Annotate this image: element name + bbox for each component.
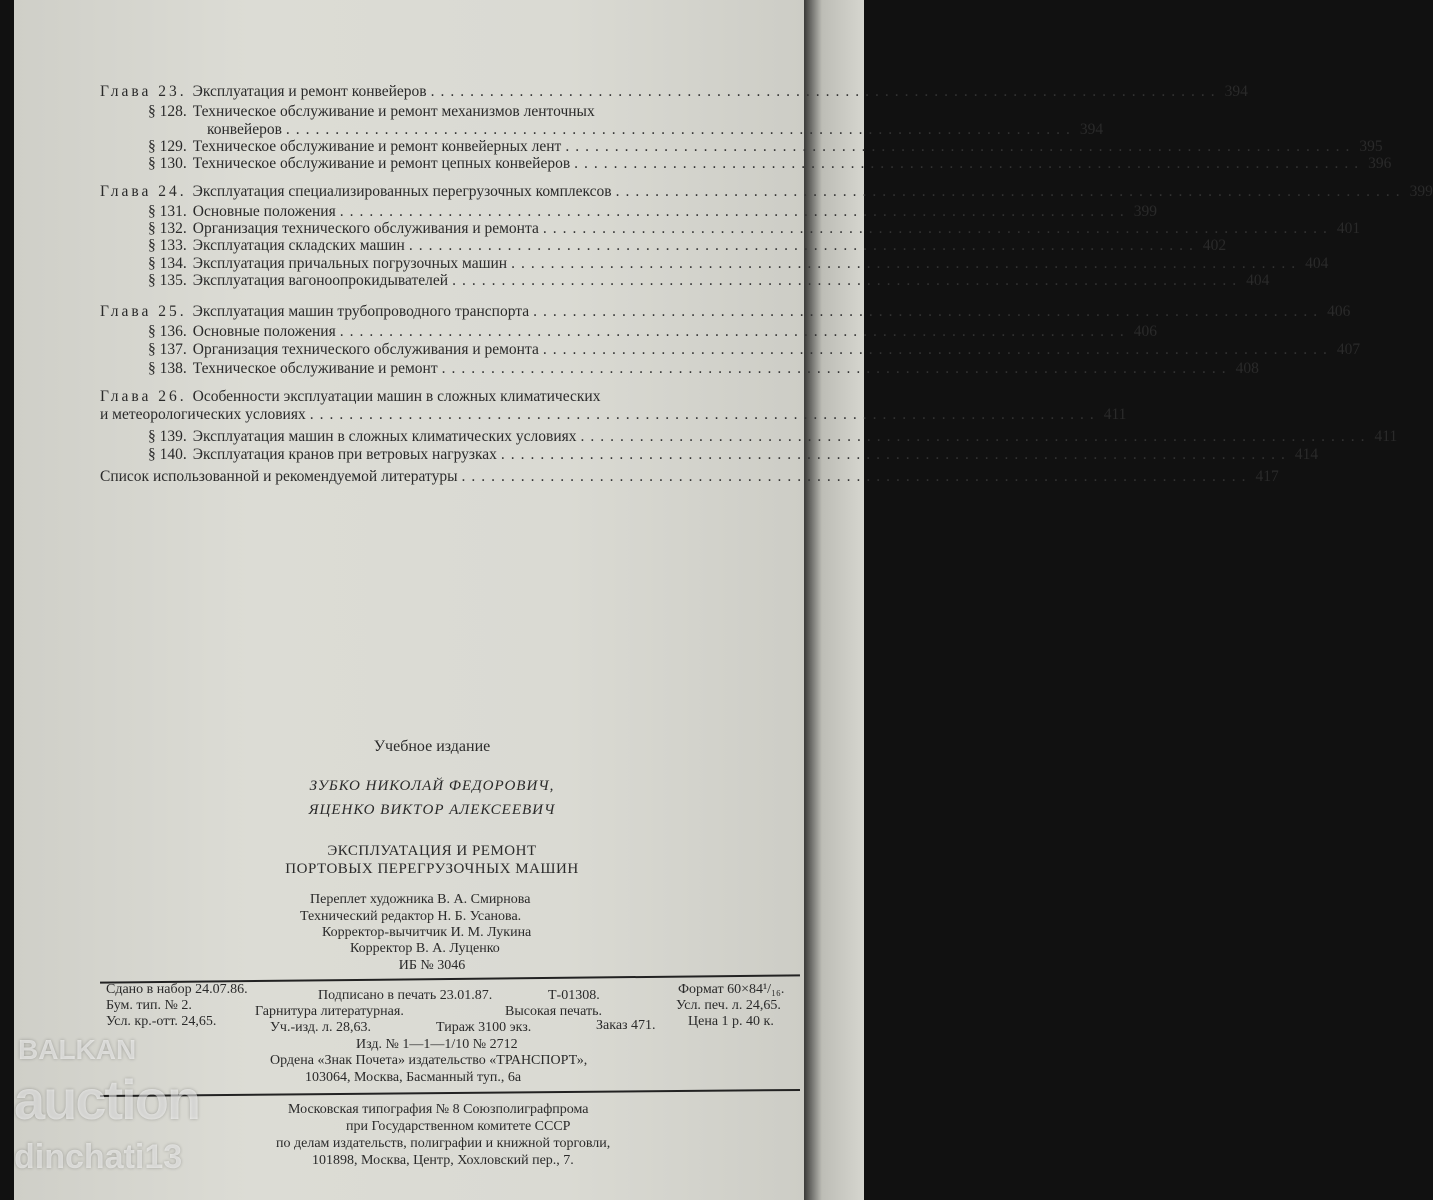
toc-entry-page: 407: [1336, 341, 1361, 358]
toc-entry-label: § 128.: [148, 103, 187, 120]
toc-entry-title: Основные положения: [192, 203, 336, 220]
imprint-signed: Подписано в печать 23.01.87.: [318, 988, 493, 1003]
toc-entry-label: § 134.: [148, 255, 187, 272]
toc-entry-label: § 140.: [148, 446, 187, 463]
toc-entry-label: Глава 26.: [100, 388, 187, 405]
book-title-line-1: ЭКСПЛУАТАЦИЯ И РЕМОНТ: [327, 843, 537, 859]
printer-line-1: Московская типография № 8 Союзполиграфпрома: [288, 1102, 589, 1117]
toc-entry-label: § 132.: [148, 220, 187, 237]
toc-entry-label: § 131.: [148, 203, 187, 220]
toc-entry-title: Организация технического обслуживания и ремонта: [192, 220, 539, 237]
toc-entry-page: 402: [1202, 237, 1227, 254]
toc-entry-title: Эксплуатация причальных погрузочных машин: [192, 255, 508, 272]
imprint-format: Формат 60×84¹/₁₆.: [678, 982, 785, 997]
dot-leader: ................................................................................: [580, 428, 1371, 445]
toc-entry: [148, 103, 790, 121]
toc-entry: [207, 121, 1104, 139]
toc-entry-title: Эксплуатация машин в сложных климатических условиях: [192, 428, 577, 445]
toc-entry-title: Техническое обслуживание и ремонт: [192, 360, 438, 377]
toc-entry-label: § 139.: [148, 428, 187, 445]
toc-entry-title: Организация технического обслуживания и ремонта: [192, 341, 539, 358]
dot-leader: ................................................................................: [441, 360, 1232, 377]
toc-entry: [148, 341, 1361, 359]
toc-entry-title: Особенности эксплуатации машин в сложных климатических: [192, 388, 601, 405]
dot-leader: ................................................................................: [615, 183, 1406, 200]
toc-entry: [100, 303, 1351, 321]
imprint-printing: Высокая печать.: [505, 1004, 602, 1019]
imprint-usl-kr: Усл. кр.-отт. 24,65.: [106, 1014, 217, 1029]
imprint-publisher-address: 103064, Москва, Басманный туп., 6а: [305, 1070, 522, 1085]
toc-entry: [148, 428, 1398, 446]
toc-entry-label: § 138.: [148, 360, 187, 377]
credit-proofreader-1: Корректор-вычитчик И. М. Лукина: [322, 925, 532, 940]
toc-entry-title: Эксплуатация машин трубопроводного транспорта: [192, 303, 530, 320]
toc-entry: [148, 323, 1157, 341]
toc-entry-title: Список использованной и рекомендуемой литературы: [100, 468, 458, 485]
imprint-t-code: Т-01308.: [548, 988, 600, 1003]
imprint-typeface: Гарнитура литературная.: [255, 1004, 404, 1019]
toc-entry: [148, 138, 1383, 156]
toc-entry: [100, 468, 1279, 486]
toc-entry-page: 406: [1327, 303, 1351, 320]
toc-entry-page: 399: [1133, 203, 1157, 220]
toc-entry-page: 411: [1103, 406, 1127, 423]
dot-leader: ................................................................................: [285, 121, 1076, 138]
dot-leader: ................................................................................: [500, 446, 1291, 463]
toc-entry-page: 414: [1294, 446, 1319, 463]
toc-entry-label: § 129.: [148, 138, 187, 155]
toc-entry: [148, 360, 1259, 378]
toc-entry-page: 406: [1133, 323, 1157, 340]
dot-leader: ................................................................................: [511, 255, 1302, 272]
dot-leader: ................................................................................: [309, 406, 1100, 423]
book-title-line-2: ПОРТОВЫХ ПЕРЕГРУЗОЧНЫХ МАШИН: [285, 861, 579, 877]
toc-entry-page: 408: [1235, 360, 1259, 377]
toc-entry-title: Эксплуатация специализированных перегрузочных комплексов: [192, 183, 612, 200]
toc-entry-page: 411: [1374, 428, 1398, 445]
dot-leader: ................................................................................: [452, 272, 1243, 289]
toc-entry-page: 401: [1336, 220, 1361, 237]
page-edge: [804, 0, 864, 1200]
toc-entry: [100, 388, 790, 406]
printer-line-2: при Государственном комитете СССР: [346, 1119, 571, 1134]
toc-entry-label: Глава 25.: [100, 303, 187, 320]
toc-entry-page: 394: [1224, 83, 1248, 100]
dot-leader: ................................................................................: [461, 468, 1252, 485]
toc-entry: [148, 446, 1319, 464]
imprint-usl-pech: Усл. печ. л. 24,65.: [676, 998, 781, 1013]
author-2: ЯЦЕНКО ВИКТОР АЛЕКСЕЕВИЧ: [308, 802, 556, 818]
toc-entry-title: Основные положения: [192, 323, 336, 340]
imprint-order: Заказ 471.: [596, 1018, 656, 1033]
imprint-price: Цена 1 р. 40 к.: [688, 1014, 774, 1029]
imprint-paper: Бум. тип. № 2.: [106, 998, 192, 1013]
imprint-uch-izd: Уч.-изд. л. 28,63.: [270, 1020, 371, 1035]
toc-entry: [148, 155, 1392, 173]
toc-entry-title: Техническое обслуживание и ремонт механизмов ленточных: [192, 103, 595, 120]
toc-entry: [100, 406, 1127, 424]
credit-proofreader-2: Корректор В. А. Луценко: [350, 941, 500, 956]
toc-entry-title: Эксплуатация и ремонт конвейеров: [192, 83, 427, 100]
toc-entry: [148, 272, 1270, 290]
toc-entry-label: § 136.: [148, 323, 187, 340]
dot-leader: ................................................................................: [408, 237, 1199, 254]
dot-leader: ................................................................................: [339, 323, 1130, 340]
toc-entry-label: § 130.: [148, 155, 187, 172]
toc-entry: [100, 183, 1433, 201]
toc-entry-page: 404: [1246, 272, 1270, 289]
author-1: ЗУБКО НИКОЛАЙ ФЕДОРОВИЧ,: [309, 778, 555, 794]
toc-entry-label: Глава 24.: [100, 183, 187, 200]
dot-leader: ................................................................................: [430, 83, 1221, 100]
toc-entry-page: 399: [1409, 183, 1433, 200]
toc-entry-label: § 137.: [148, 341, 187, 358]
toc-entry: [148, 220, 1361, 238]
imprint-sent: Сдано в набор 24.07.86.: [106, 982, 248, 997]
toc-entry-title: Техническое обслуживание и ремонт цепных конвейеров: [192, 155, 571, 172]
edition-type: Учебное издание: [373, 738, 491, 755]
toc-entry-title: Эксплуатация складских машин: [192, 237, 405, 254]
toc-entry-title: конвейеров: [207, 121, 282, 138]
ib-number: ИБ № 3046: [398, 958, 466, 973]
credit-binding: Переплет художника В. А. Смирнова: [310, 892, 531, 907]
toc-entry-label: Глава 23.: [100, 83, 187, 100]
credit-tech-editor: Технический редактор Н. Б. Усанова.: [300, 909, 522, 924]
toc-entry: [148, 255, 1329, 273]
dot-leader: ................................................................................: [574, 155, 1365, 172]
imprint-publisher: Ордена «Знак Почета» издательство «ТРАНСПОРТ»,: [270, 1053, 588, 1068]
watermark-user: dinchati13: [14, 1138, 183, 1176]
toc-entry-page: 404: [1305, 255, 1329, 272]
toc-entry-label: § 135.: [148, 272, 187, 289]
imprint-tirazh: Тираж 3100 экз.: [436, 1020, 532, 1035]
dot-leader: ................................................................................: [542, 220, 1333, 237]
toc-entry: [148, 203, 1157, 221]
toc-entry: [100, 83, 1248, 101]
toc-entry-page: 417: [1255, 468, 1279, 485]
toc-entry-page: 394: [1079, 121, 1104, 138]
watermark-auction: auction: [14, 1068, 200, 1131]
dot-leader: ................................................................................: [542, 341, 1333, 358]
dot-leader: ................................................................................: [533, 303, 1324, 320]
toc-entry-title: Эксплуатация вагоноопрокидывателей: [192, 272, 449, 289]
toc-entry-page: 396: [1368, 155, 1392, 172]
watermark-balkan: BALKAN: [18, 1034, 137, 1065]
toc-entry-label: § 133.: [148, 237, 187, 254]
toc-entry: [148, 237, 1227, 255]
dot-leader: ................................................................................: [565, 138, 1356, 155]
toc-entry-title: Эксплуатация кранов при ветровых нагрузках: [192, 446, 497, 463]
dot-leader: ................................................................................: [339, 203, 1130, 220]
toc-entry-title: и метеорологических условиях: [100, 406, 306, 423]
imprint-izd: Изд. № 1—1—1/10 № 2712: [356, 1037, 518, 1052]
printer-line-4: 101898, Москва, Центр, Хохловский пер., 7.: [312, 1153, 574, 1168]
printer-line-3: по делам издательств, полиграфии и книжной торговли,: [276, 1136, 611, 1151]
toc-entry-page: 395: [1359, 138, 1383, 155]
toc-entry-title: Техническое обслуживание и ремонт конвейерных лент: [192, 138, 562, 155]
